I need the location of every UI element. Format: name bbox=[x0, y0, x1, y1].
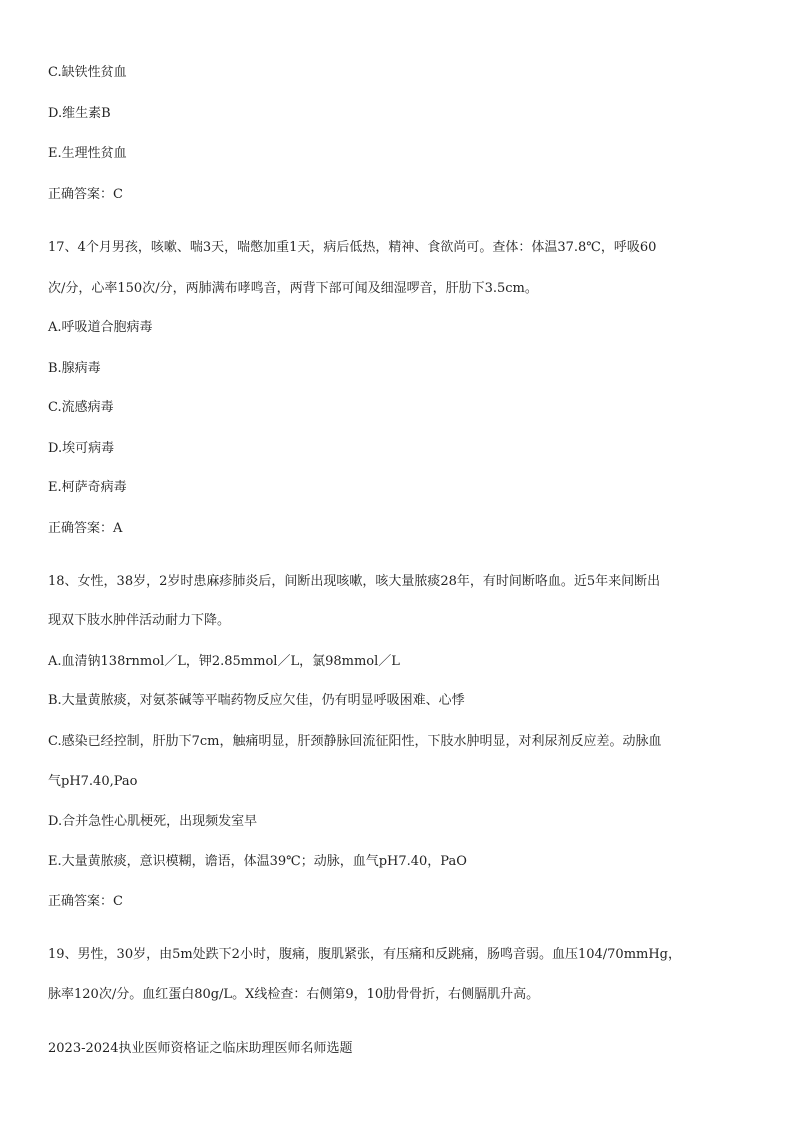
q17-answer: 正确答案：A bbox=[48, 521, 123, 536]
question-19-line-2: 脉率120次/分。血红蛋白80g/L。X线检查：右侧第9，10肋骨骨折，右侧膈肌升高。 bbox=[48, 987, 540, 1002]
q17-option-a: A.呼吸道合胞病毒 bbox=[48, 320, 153, 335]
question-17-line-2: 次/分，心率150次/分，两肺满布哮鸣音，两背下部可闻及细湿啰音，肝肋下3.5cm。 bbox=[48, 281, 538, 296]
q18-option-a: A.血清钠138rnmol／L，钾2.85mmol／L，氯98mmol／L bbox=[48, 654, 400, 669]
q17-option-e: E.柯萨奇病毒 bbox=[48, 480, 127, 495]
q17-option-b: B.腺病毒 bbox=[48, 361, 101, 376]
page-footer: 2023-2024执业医师资格证之临床助理医师名师选题 bbox=[48, 1041, 353, 1056]
option-d-line: D.维生素B bbox=[48, 106, 111, 121]
q18-option-c-line-2: 气pH7.40,Pao bbox=[48, 774, 138, 789]
q18-option-e: E.大量黄脓痰，意识模糊，谵语，体温39℃；动脉，血气pH7.40，PaO bbox=[48, 854, 467, 869]
question-17-line-1: 17、4个月男孩，咳嗽、喘3天，喘憋加重1天，病后低热，精神、食欲尚可。查体：体温37.8℃，呼吸60 bbox=[48, 240, 657, 255]
option-e-line: E.生理性贫血 bbox=[48, 146, 127, 161]
answer-line: 正确答案：C bbox=[48, 187, 123, 202]
question-19-line-1: 19、男性，30岁，由5m处跌下2小时，腹痛，腹肌紧张，有压痛和反跳痛，肠鸣音弱。血压104/70mmHg， bbox=[48, 947, 682, 962]
q18-option-c-line-1: C.感染已经控制，肝肋下7cm，触痛明显，肝颈静脉回流征阳性，下肢水肿明显，对利尿剂反应差。动脉血 bbox=[48, 734, 662, 749]
question-18-line-2: 现双下肢水肿伴活动耐力下降。 bbox=[48, 613, 231, 628]
q18-answer: 正确答案：C bbox=[48, 894, 123, 909]
option-c-line: C.缺铁性贫血 bbox=[48, 65, 127, 80]
q18-option-d: D.合并急性心肌梗死，出现频发室早 bbox=[48, 814, 258, 829]
q17-option-d: D.埃可病毒 bbox=[48, 441, 115, 456]
q18-option-b: B.大量黄脓痰，对氨茶碱等平喘药物反应欠佳，仍有明显呼吸困难、心悸 bbox=[48, 693, 465, 708]
q17-option-c: C.流感病毒 bbox=[48, 400, 114, 415]
question-18-line-1: 18、女性，38岁，2岁时患麻疹肺炎后，间断出现咳嗽，咳大量脓痰28年，有时间断咯血。近5年来间断出 bbox=[48, 574, 661, 589]
